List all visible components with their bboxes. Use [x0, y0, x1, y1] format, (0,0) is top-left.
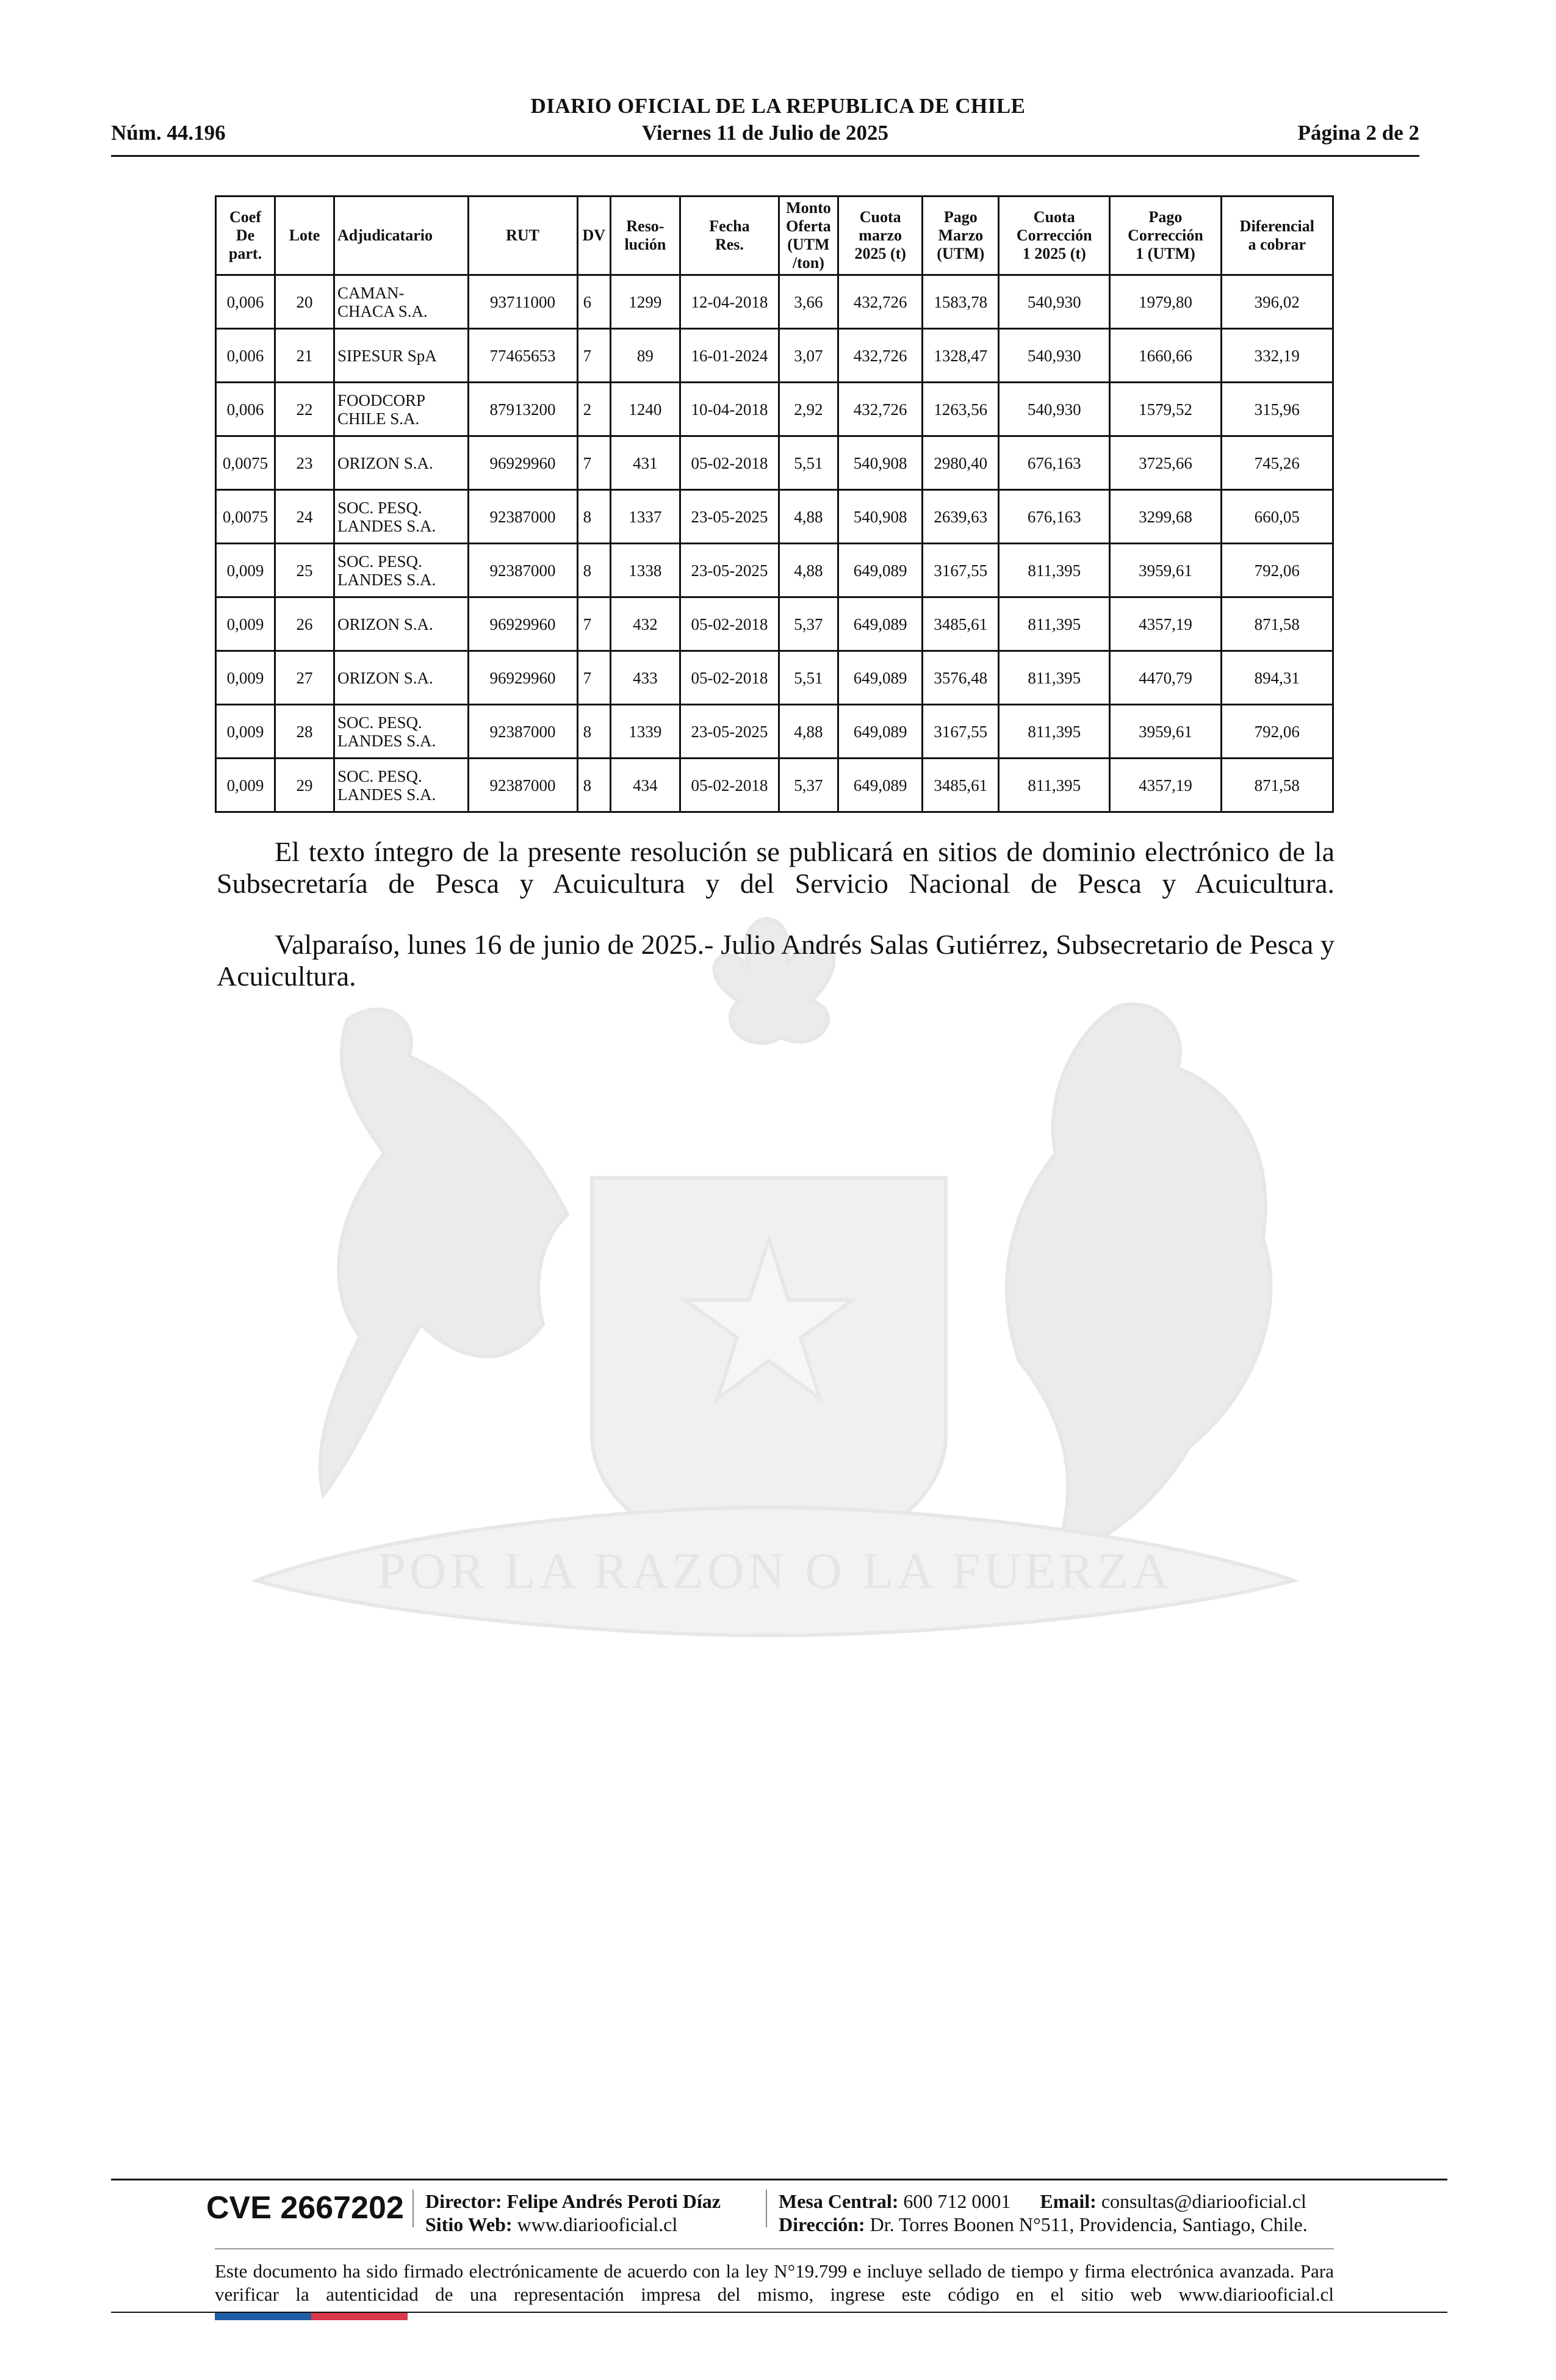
table-cell: 396,02	[1221, 275, 1333, 329]
table-cell: 05-02-2018	[680, 759, 779, 812]
website-label: Sitio Web:	[425, 2213, 513, 2235]
table-cell: 8	[577, 544, 610, 597]
table-cell: 676,163	[999, 436, 1110, 490]
table-row	[216, 597, 1333, 651]
table-cell: 2,92	[779, 383, 838, 436]
director-line	[425, 2190, 721, 2213]
table-cell: 5,51	[779, 651, 838, 705]
table-cell: 3485,61	[923, 759, 999, 812]
column-header: DV	[577, 197, 610, 275]
table-row	[216, 705, 1333, 759]
table-cell: 89	[610, 329, 680, 383]
column-header: Pago Marzo (UTM)	[923, 197, 999, 275]
column-header: Fecha Res.	[680, 197, 779, 275]
table-cell: 432,726	[838, 275, 923, 329]
table-cell: 431	[610, 436, 680, 490]
table-row	[216, 436, 1333, 490]
table-cell: 3167,55	[923, 544, 999, 597]
table-cell: 3725,66	[1110, 436, 1221, 490]
table-cell: 676,163	[999, 490, 1110, 544]
table-cell: ORIZON S.A.	[334, 597, 468, 651]
table-cell: 540,930	[999, 275, 1110, 329]
table-cell: 1660,66	[1110, 329, 1221, 383]
table-cell: 1338	[610, 544, 680, 597]
table-cell: 1579,52	[1110, 383, 1221, 436]
address-value: Dr. Torres Boonen N°511, Providencia, Santiago, Chile.	[870, 2213, 1308, 2235]
motto-text: POR LA RAZON O LA FUERZA	[377, 1543, 1173, 1599]
table-cell: SOC. PESQ. LANDES S.A.	[334, 759, 468, 812]
table-cell: 649,089	[838, 705, 923, 759]
table-row	[216, 275, 1333, 329]
table-cell: 25	[275, 544, 334, 597]
table-cell: 93711000	[468, 275, 577, 329]
table-cell: 26	[275, 597, 334, 651]
page-number: Página 2 de 2	[1297, 121, 1419, 145]
table-row	[216, 759, 1333, 812]
table-cell: 16-01-2024	[680, 329, 779, 383]
table-cell: 3959,61	[1110, 544, 1221, 597]
table-cell: 811,395	[999, 759, 1110, 812]
table-cell: 92387000	[468, 759, 577, 812]
table-cell: 434	[610, 759, 680, 812]
table-cell: 0,009	[216, 705, 275, 759]
table-cell: 4,88	[779, 490, 838, 544]
table-row	[216, 383, 1333, 436]
cve-code: CVE 2667202	[206, 2190, 404, 2226]
table-cell: 3,66	[779, 275, 838, 329]
table-cell: 649,089	[838, 597, 923, 651]
table-cell: 4357,19	[1110, 759, 1221, 812]
email-label: Email:	[1040, 2190, 1097, 2212]
table-cell: 7	[577, 329, 610, 383]
table-cell: 649,089	[838, 544, 923, 597]
table-cell: 21	[275, 329, 334, 383]
table-cell: 05-02-2018	[680, 597, 779, 651]
column-header: Reso- lución	[610, 197, 680, 275]
column-header: Cuota marzo 2025 (t)	[838, 197, 923, 275]
table-cell: 7	[577, 436, 610, 490]
table-cell: 1583,78	[923, 275, 999, 329]
table-cell: 05-02-2018	[680, 436, 779, 490]
table-cell: 7	[577, 651, 610, 705]
table-cell: 8	[577, 759, 610, 812]
director-name: Felipe Andrés Peroti Díaz	[506, 2190, 721, 2212]
header-divider	[111, 155, 1419, 157]
table-cell: 3,07	[779, 329, 838, 383]
table-cell: 432	[610, 597, 680, 651]
table-cell: 871,58	[1221, 759, 1333, 812]
table-cell: 22	[275, 383, 334, 436]
table-cell: 3576,48	[923, 651, 999, 705]
table-row	[216, 490, 1333, 544]
table-cell: 811,395	[999, 651, 1110, 705]
website-line	[425, 2213, 677, 2236]
column-header: Lote	[275, 197, 334, 275]
column-header: Pago Corrección 1 (UTM)	[1110, 197, 1221, 275]
table-cell: 540,930	[999, 329, 1110, 383]
column-header: Monto Oferta (UTM /ton)	[779, 197, 838, 275]
table-cell: 432,726	[838, 329, 923, 383]
table-cell: 811,395	[999, 597, 1110, 651]
table-cell: 0,006	[216, 329, 275, 383]
table-cell: 10-04-2018	[680, 383, 779, 436]
table-header-row	[216, 197, 1333, 275]
table-cell: 87913200	[468, 383, 577, 436]
contact-line	[779, 2190, 1306, 2213]
table-cell: 540,930	[999, 383, 1110, 436]
table-cell: 3299,68	[1110, 490, 1221, 544]
column-header: RUT	[468, 197, 577, 275]
table-cell: 894,31	[1221, 651, 1333, 705]
table-cell: 3167,55	[923, 705, 999, 759]
table-cell: 660,05	[1221, 490, 1333, 544]
flag-stripe-red	[311, 2313, 408, 2320]
table-cell: 29	[275, 759, 334, 812]
table-cell: 28	[275, 705, 334, 759]
table-cell: 0,009	[216, 597, 275, 651]
table-cell: ORIZON S.A.	[334, 436, 468, 490]
mesa-phone: 600 712 0001	[903, 2190, 1011, 2212]
flag-stripe-blue	[215, 2313, 311, 2320]
column-header: Diferencial a cobrar	[1221, 197, 1333, 275]
table-cell: 20	[275, 275, 334, 329]
website-link[interactable]: www.diariooficial.cl	[517, 2213, 678, 2235]
column-header: Adjudicatario	[334, 197, 468, 275]
table-cell: CAMAN- CHACA S.A.	[334, 275, 468, 329]
table-cell: 12-04-2018	[680, 275, 779, 329]
table-cell: 23	[275, 436, 334, 490]
address-line	[779, 2213, 1308, 2236]
table-cell: SOC. PESQ. LANDES S.A.	[334, 544, 468, 597]
table-cell: 8	[577, 705, 610, 759]
table-cell: 2	[577, 383, 610, 436]
table-cell: 4357,19	[1110, 597, 1221, 651]
table-cell: 5,37	[779, 597, 838, 651]
table-cell: 1328,47	[923, 329, 999, 383]
table-cell: 8	[577, 490, 610, 544]
table-cell: 792,06	[1221, 544, 1333, 597]
table-cell: 77465653	[468, 329, 577, 383]
table-cell: 5,37	[779, 759, 838, 812]
header-row	[111, 121, 1419, 149]
table-cell: 2980,40	[923, 436, 999, 490]
table-cell: 540,908	[838, 436, 923, 490]
table-cell: 23-05-2025	[680, 490, 779, 544]
director-label: Director:	[425, 2190, 502, 2212]
table-body	[216, 275, 1333, 812]
table-cell: 92387000	[468, 544, 577, 597]
table-cell: 1240	[610, 383, 680, 436]
table-cell: FOODCORP CHILE S.A.	[334, 383, 468, 436]
table-cell: SOC. PESQ. LANDES S.A.	[334, 490, 468, 544]
table-cell: 0,009	[216, 651, 275, 705]
electronic-signature-notice: Este documento ha sido firmado electrónicamente de acuerdo con la ley N°19.799 e incluye sellado de tiempo y firma electrónica avanzada. Para verificar la autenticidad de una representación impresa del mismo, ingrese este código en el sitio web www.diariooficial.cl	[215, 2260, 1334, 2305]
table-cell: 27	[275, 651, 334, 705]
email-link[interactable]: consultas@diariooficial.cl	[1101, 2190, 1306, 2212]
table-cell: 23-05-2025	[680, 544, 779, 597]
table-row	[216, 651, 1333, 705]
mesa-label: Mesa Central:	[779, 2190, 899, 2212]
table-cell: 433	[610, 651, 680, 705]
table-cell: 1337	[610, 490, 680, 544]
table-cell: 24	[275, 490, 334, 544]
table-cell: 23-05-2025	[680, 705, 779, 759]
table-cell: 5,51	[779, 436, 838, 490]
table-cell: 0,006	[216, 383, 275, 436]
table-cell: 1299	[610, 275, 680, 329]
table-cell: 92387000	[468, 490, 577, 544]
table-cell: 6	[577, 275, 610, 329]
table-cell: 871,58	[1221, 597, 1333, 651]
table-cell: 1979,80	[1110, 275, 1221, 329]
table-cell: 792,06	[1221, 705, 1333, 759]
table-cell: 332,19	[1221, 329, 1333, 383]
table-cell: 745,26	[1221, 436, 1333, 490]
resolution-paragraph: El texto íntegro de la presente resolución se publicará en sitios de dominio electrónico de la Subsecretaría de Pesca y Acuicultura y del Servicio Nacional de Pesca y Acuicultura.	[217, 836, 1334, 899]
table-cell: ORIZON S.A.	[334, 651, 468, 705]
table-cell: 7	[577, 597, 610, 651]
table-cell: SIPESUR SpA	[334, 329, 468, 383]
table-cell: 3485,61	[923, 597, 999, 651]
issue-number: Núm. 44.196	[111, 121, 226, 145]
table-cell: 05-02-2018	[680, 651, 779, 705]
table-cell: 4,88	[779, 544, 838, 597]
column-header: Cuota Corrección 1 2025 (t)	[999, 197, 1110, 275]
table-cell: 96929960	[468, 436, 577, 490]
issue-date: Viernes 11 de Julio de 2025	[641, 121, 889, 145]
footer-separator	[412, 2190, 414, 2227]
column-header: Coef De part.	[216, 197, 275, 275]
table-cell: 811,395	[999, 544, 1110, 597]
newspaper-title: DIARIO OFICIAL DE LA REPUBLICA DE CHILE	[530, 94, 1026, 118]
table-row	[216, 329, 1333, 383]
table-cell: 811,395	[999, 705, 1110, 759]
table-row	[216, 544, 1333, 597]
table-cell: 3959,61	[1110, 705, 1221, 759]
table-cell: 1339	[610, 705, 680, 759]
table-cell: 4470,79	[1110, 651, 1221, 705]
table-cell: 0,006	[216, 275, 275, 329]
footer-divider-mid	[215, 2248, 1334, 2249]
table-cell: 4,88	[779, 705, 838, 759]
address-label: Dirección:	[779, 2213, 865, 2235]
table-cell: 432,726	[838, 383, 923, 436]
footer-divider-top	[111, 2179, 1447, 2180]
table-cell: SOC. PESQ. LANDES S.A.	[334, 705, 468, 759]
table-cell: 0,0075	[216, 490, 275, 544]
table-cell: 96929960	[468, 651, 577, 705]
table-cell: 92387000	[468, 705, 577, 759]
table-cell: 0,009	[216, 544, 275, 597]
quota-table	[215, 195, 1334, 813]
table-cell: 315,96	[1221, 383, 1333, 436]
table-cell: 96929960	[468, 597, 577, 651]
table-cell: 2639,63	[923, 490, 999, 544]
table-cell: 0,009	[216, 759, 275, 812]
table-cell: 0,0075	[216, 436, 275, 490]
table-cell: 649,089	[838, 651, 923, 705]
table-cell: 1263,56	[923, 383, 999, 436]
footer-separator	[766, 2190, 767, 2227]
table-cell: 649,089	[838, 759, 923, 812]
signature-paragraph: Valparaíso, lunes 16 de junio de 2025.- Julio Andrés Salas Gutiérrez, Subsecretario de Pesca y Acuicultura.	[217, 929, 1334, 992]
table-cell: 540,908	[838, 490, 923, 544]
